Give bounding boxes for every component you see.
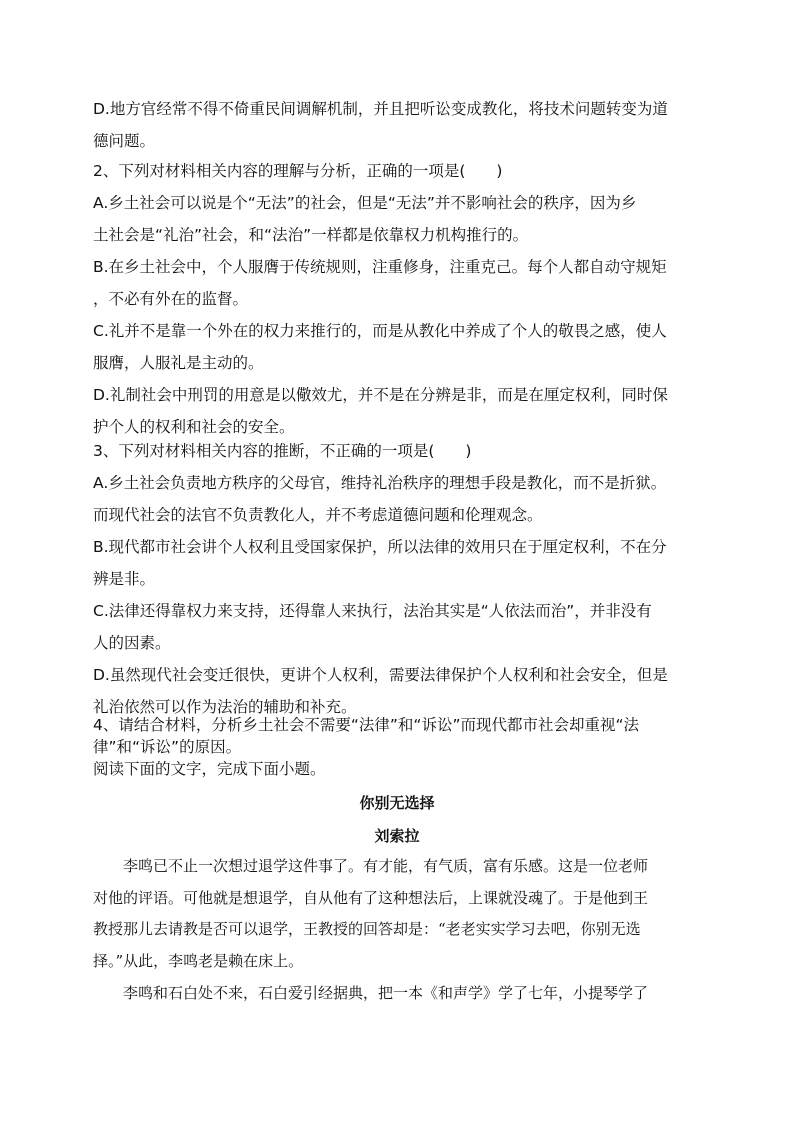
story-paragraph-1 — [93, 851, 708, 977]
question-1-tail — [93, 93, 703, 157]
option-line: 而现代社会的法官不负责教化人，并不考虑道德问题和伦理观念。 — [93, 506, 543, 524]
story-line: 李鸣和石白处不来，石白爱引经据典，把一本《和声学》学了七年，小提琴学了 — [123, 984, 649, 1002]
option-line: A.乡土社会负责地方秩序的父母官，维持礼治秩序的理想手段是教化，而不是折狱。 — [93, 474, 667, 492]
question-stem: 律”和“诉讼”的原因。 — [93, 738, 242, 756]
story-line: 李鸣已不止一次想过退学这件事了。有才能，有气质，富有乐感。这是一位老师 — [123, 857, 649, 875]
story-author: 刘索拉 — [374, 827, 420, 845]
option-d-line: D.地方官经常不得不倚重民间调解机制，并且把听讼变成教化，将技术问题转变为道 — [93, 100, 668, 118]
option-line: C.礼并不是靠一个外在的权力来推行的，而是从教化中养成了个人的敬畏之感，使人 — [93, 322, 667, 340]
option-line: 土社会是“礼治”社会，和“法治”一样都是依靠权力机构推行的。 — [93, 226, 529, 244]
question-stem: 2、下列对材料相关内容的理解与分析，正确的一项是( ) — [93, 162, 503, 180]
question-stem: 4、请结合材料，分析乡土社会不需要“法律”和“诉讼”而现代都市社会却重视“法 — [93, 716, 640, 734]
option-d-line: 德问题。 — [93, 132, 156, 150]
reading-instruction: 阅读下面的文字，完成下面小题。 — [93, 760, 326, 778]
option-line: B.现代都市社会讲个人权利且受国家保护，所以法律的效用只在于厘定权利，不在分 — [93, 538, 667, 556]
question-3 — [93, 435, 703, 723]
question-4 — [93, 714, 703, 780]
option-line: B.在乡土社会中，个人服膺于传统规则，注重修身，注重克己。每个人都自动守规矩 — [93, 258, 667, 276]
story-title: 你别无选择 — [359, 794, 435, 812]
option-line: 人的因素。 — [93, 634, 171, 652]
question-2 — [93, 155, 703, 443]
story-line: 对他的评语。可他就是想退学，自从他有了这种想法后，上课就没魂了。于是他到王 — [93, 888, 649, 907]
option-line: ，不必有外在的监督。 — [93, 290, 249, 308]
option-line: D.虽然现代社会变迁很快，更讲个人权利，需要法律保护个人权利和社会安全，但是 — [93, 666, 668, 684]
option-line: 服膺，人服礼是主动的。 — [93, 354, 264, 372]
option-line: 护个人的权利和社会的安全。 — [93, 418, 295, 436]
option-line: C.法律还得靠权力来支持，还得靠人来执行，法治其实是“人依法而治”，并非没有 — [93, 602, 652, 620]
story-paragraph-2 — [93, 978, 708, 1010]
story-line: 择。”从此，李鸣老是赖在床上。 — [93, 951, 304, 970]
option-line: 辨是非。 — [93, 570, 156, 588]
story-line: 教授那儿去请教是否可以退学，王教授的回答却是：“老老实实学习去吧，你别无选 — [93, 920, 641, 938]
question-stem: 3、下列对材料相关内容的推断，不正确的一项是( ) — [93, 442, 472, 460]
option-line: A.乡土社会可以说是个“无法”的社会，但是“无法”并不影响社会的秩序，因为乡 — [93, 194, 637, 212]
option-line: 礼治依然可以作为法治的辅助和补充。 — [93, 698, 357, 716]
option-line: D.礼制社会中刑罚的用意是以儆效尤，并不是在分辨是非，而是在厘定权利，同时保 — [93, 386, 668, 404]
